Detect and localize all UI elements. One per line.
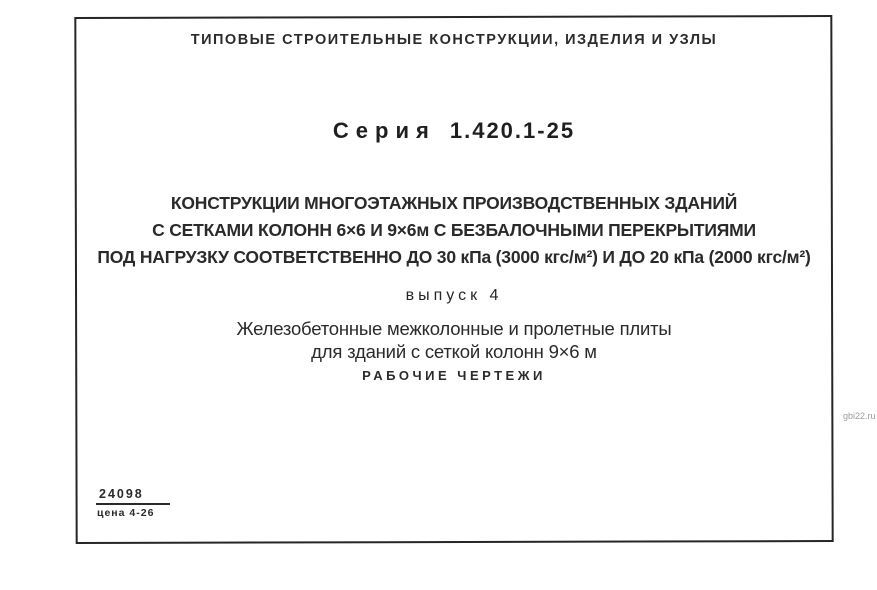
subtitle-line-2: для зданий с сеткой колонн 9×6 м — [311, 341, 597, 362]
main-title — [75, 190, 833, 271]
document-type-label: РАБОЧИЕ ЧЕРТЕЖИ — [362, 368, 546, 383]
document-header: ТИПОВЫЕ СТРОИТЕЛЬНЫЕ КОНСТРУКЦИИ, ИЗДЕЛИЯ И УЗЛЫ — [190, 32, 718, 48]
main-title-line-3: ПОД НАГРУЗКУ СООТВЕТСТВЕННО ДО 30 кПа (3000 кгс/м²) И ДО 20 кПа (2000 кгс/м²) — [97, 247, 811, 267]
stamp-price: цена 4-26 — [97, 507, 155, 519]
page-border-frame — [74, 15, 833, 544]
price-stamp — [96, 487, 170, 519]
issue-number: выпуск 4 — [405, 287, 503, 304]
main-title-line-2: С СЕТКАМИ КОЛОНН 6×6 И 9×6м С БЕЗБАЛОЧНЫМИ ПЕРЕКРЫТИЯМИ — [152, 220, 756, 240]
site-watermark: gbi22.ru — [843, 411, 876, 421]
stamp-code: 24098 — [96, 487, 170, 505]
series-number: 1.420.1-25 — [449, 118, 576, 143]
main-title-line-1: КОНСТРУКЦИИ МНОГОЭТАЖНЫХ ПРОИЗВОДСТВЕННЫХ ЗДАНИЙ — [170, 193, 738, 213]
series-label: Серия — [332, 118, 436, 143]
subtitle — [75, 317, 833, 363]
series-title — [75, 118, 833, 144]
subtitle-line-1: Железобетонные межколонные и пролетные плиты — [236, 318, 672, 339]
